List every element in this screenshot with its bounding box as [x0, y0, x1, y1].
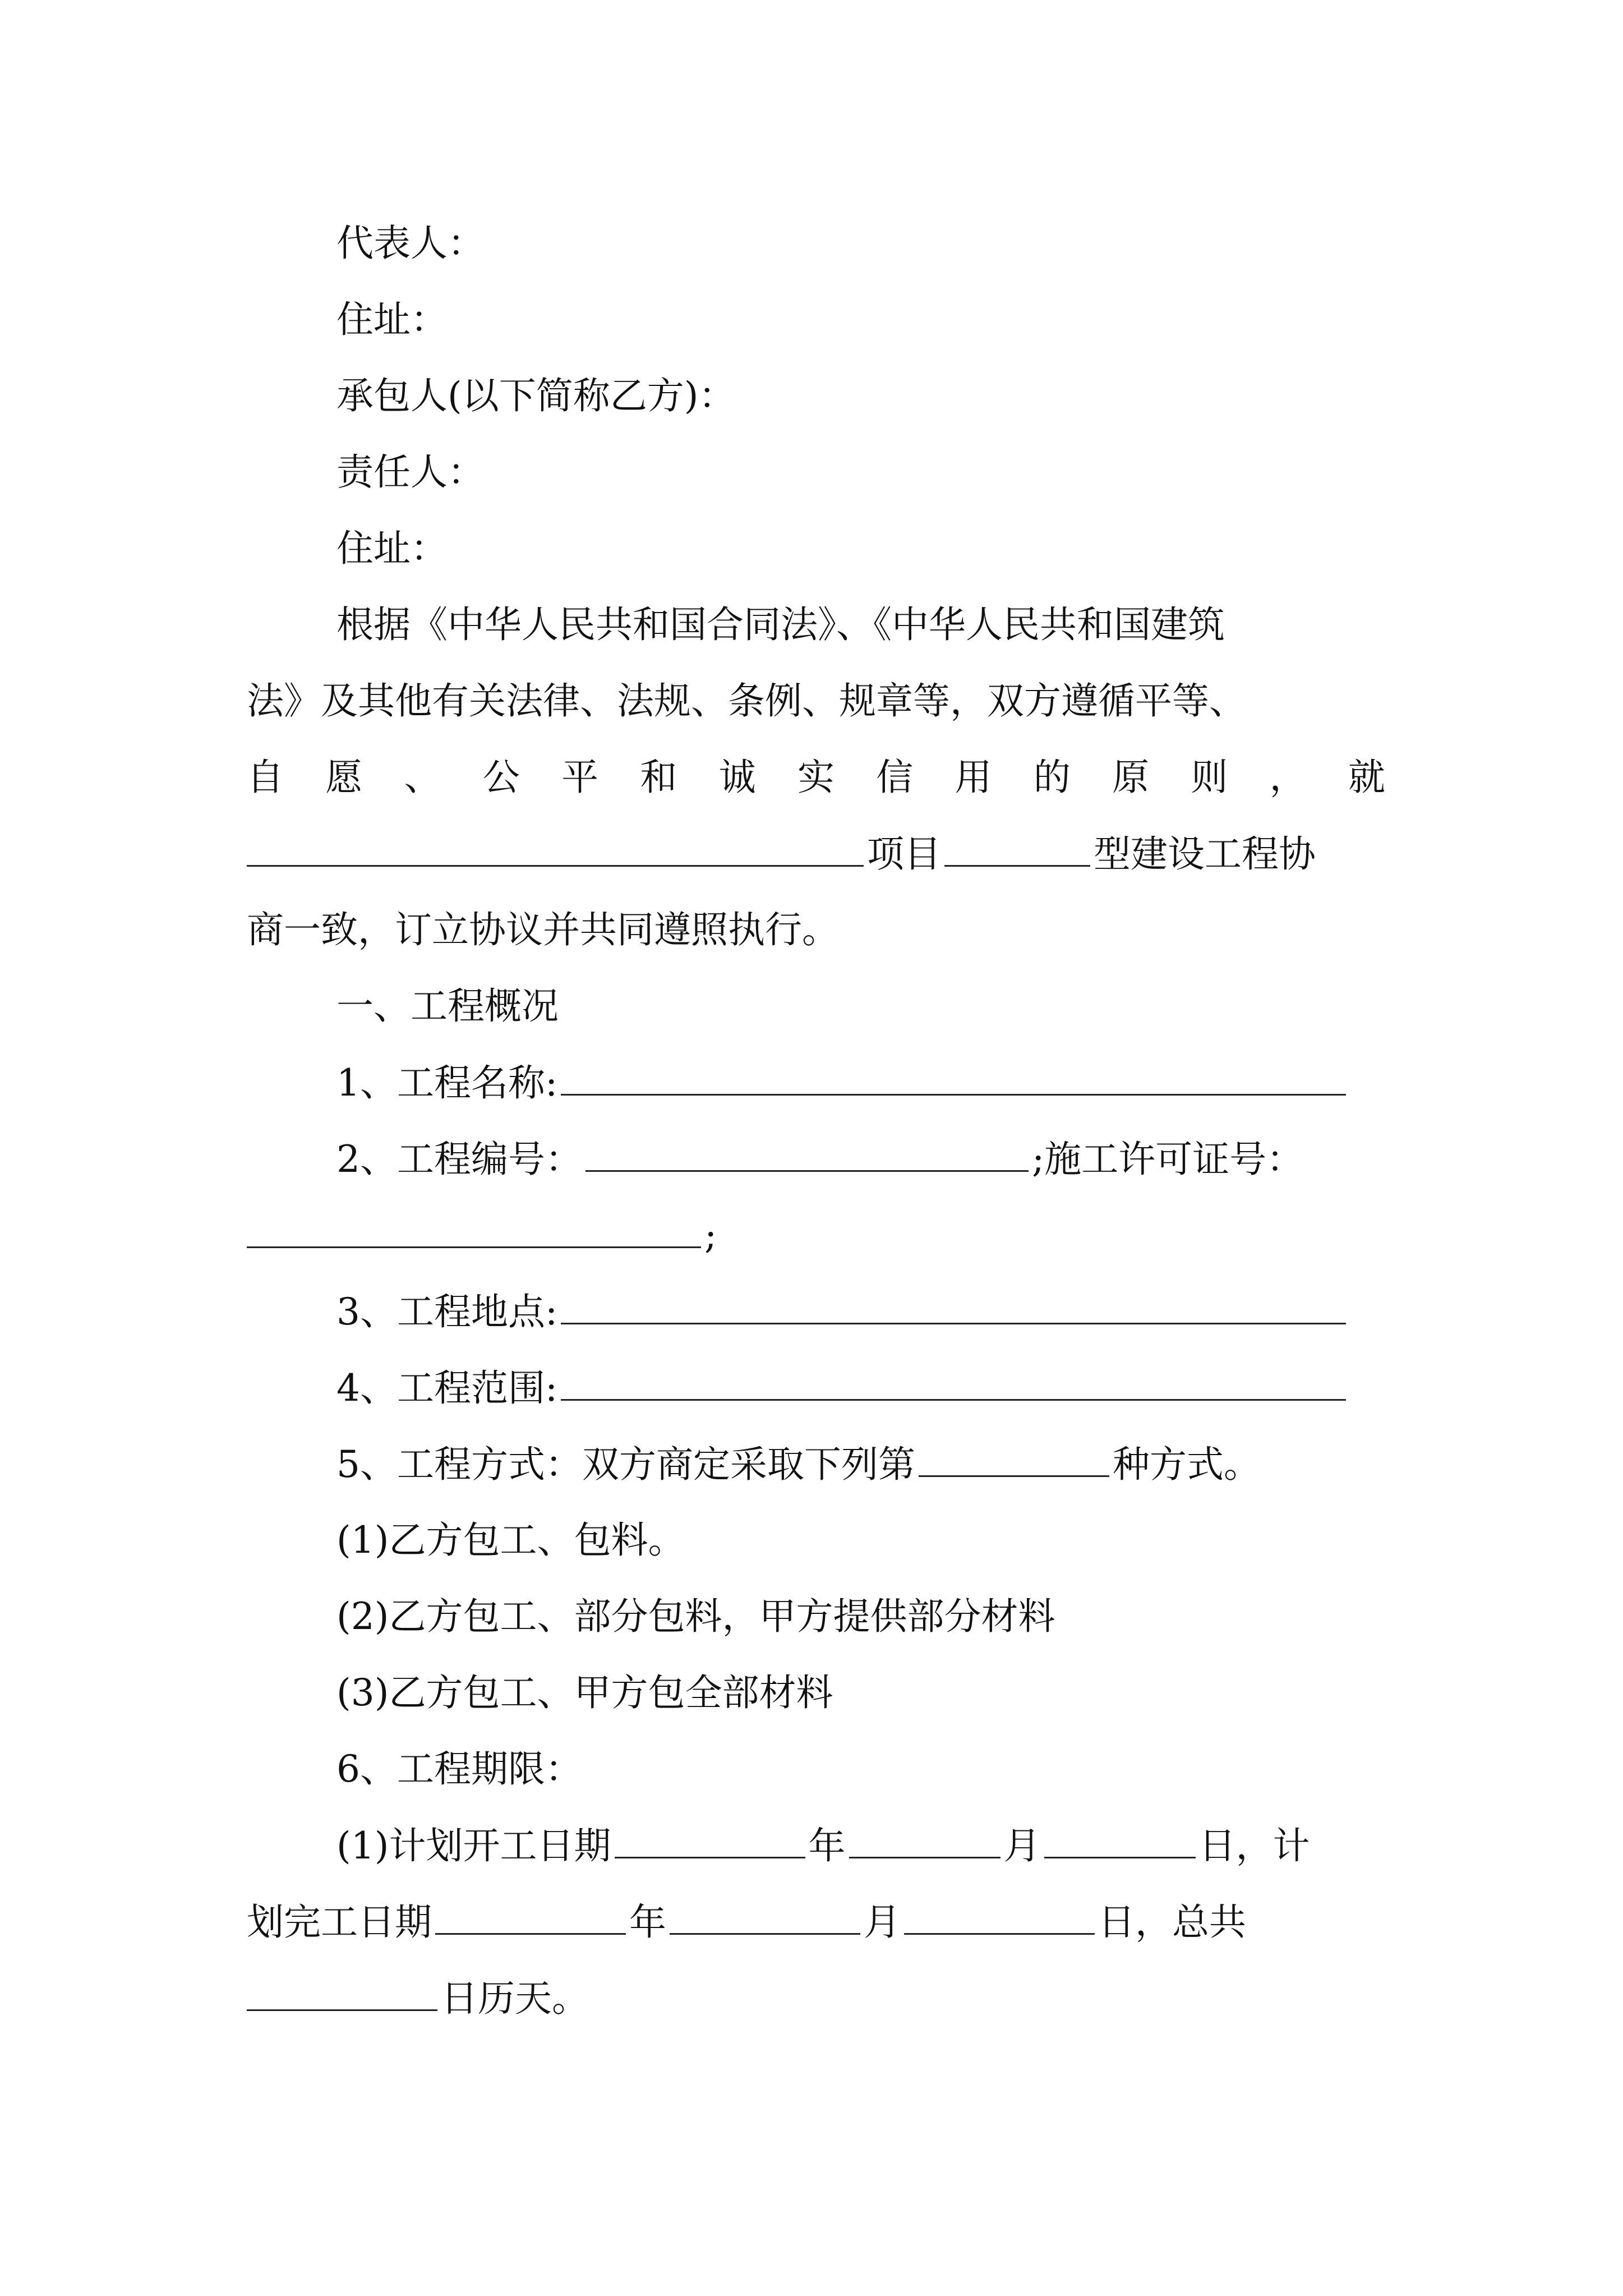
permit-number-line — [247, 1207, 1385, 1263]
preamble-text-5: 商一致，订立协议并共同遵照执行。 — [247, 908, 839, 951]
preamble-char: 、 — [404, 756, 441, 799]
project-name-label: 1、工程名称: — [336, 1061, 558, 1105]
planned-start-label: (1)计划开工日期 — [336, 1824, 611, 1867]
preamble-text-1: 根据《中华人民共和国合同法》、《中华人民共和国建筑 — [336, 603, 1225, 646]
project-scope-label: 4、工程范围: — [336, 1366, 558, 1410]
project-label: 项目 — [867, 832, 941, 876]
preamble-line-5 — [247, 902, 1385, 958]
preamble-line-2 — [247, 673, 1385, 729]
section-heading-text: 一、工程概况 — [336, 984, 559, 1028]
project-name-line — [336, 1055, 1385, 1111]
project-period-label: 6、工程期限： — [336, 1747, 582, 1791]
method-option-1-text: (1)乙方包工、包料。 — [336, 1519, 685, 1562]
method-option-2-text: (2)乙方包工、部分包料，甲方提供部分材料 — [336, 1595, 1055, 1638]
total-days-field[interactable] — [247, 1970, 437, 2011]
representative-label: 代表人： — [336, 222, 485, 265]
project-method-label: 5、工程方式：双方商定采取下列第 — [336, 1443, 915, 1486]
preamble-char: 原 — [1112, 756, 1150, 799]
project-line — [247, 826, 1385, 882]
month-label: 月 — [1003, 1824, 1041, 1867]
year-label: 年 — [629, 1901, 666, 1944]
address-label-2: 住址： — [336, 527, 448, 570]
preamble-line-3 — [247, 749, 1385, 806]
project-name-field[interactable] — [561, 1055, 1346, 1096]
preamble-char: 则 — [1191, 756, 1228, 799]
completion-day-field[interactable] — [904, 1894, 1095, 1935]
project-name-blank[interactable] — [247, 826, 864, 867]
project-type-blank[interactable] — [944, 826, 1090, 867]
month-label: 月 — [864, 1901, 901, 1944]
preamble-char: 愿 — [325, 756, 363, 799]
preamble-char: 和 — [640, 756, 677, 799]
project-location-field[interactable] — [561, 1283, 1346, 1324]
permit-number-label: ;施工许可证号： — [1032, 1138, 1304, 1181]
project-type-label: 型建设工程协 — [1094, 832, 1316, 876]
project-scope-field[interactable] — [561, 1360, 1346, 1401]
preamble-char: ， — [1269, 756, 1307, 799]
preamble-char: 自 — [247, 756, 284, 799]
project-scope-line — [336, 1360, 1385, 1416]
completion-month-field[interactable] — [670, 1894, 860, 1935]
preamble-char: 平 — [561, 756, 599, 799]
project-number-line — [336, 1131, 1385, 1187]
method-option-1 — [336, 1512, 1385, 1568]
day-total-label: 日，总共 — [1098, 1901, 1246, 1944]
address-label-1: 住址： — [336, 298, 448, 341]
total-days-line — [247, 1970, 1385, 2026]
method-option-3-text: (3)乙方包工、甲方包全部材料 — [336, 1671, 833, 1714]
calendar-days-label: 日历天。 — [441, 1977, 589, 2020]
permit-number-field[interactable] — [247, 1207, 701, 1248]
project-number-field[interactable] — [585, 1131, 1029, 1172]
representative-line — [336, 215, 1385, 272]
method-option-2 — [336, 1589, 1385, 1645]
preamble-text-2: 法》及其他有关法律、法规、条例、规章等，双方遵循平等、 — [247, 679, 1246, 723]
planned-completion-line — [247, 1894, 1385, 1950]
project-number-label: 2、工程编号： — [336, 1138, 582, 1181]
start-year-field[interactable] — [615, 1818, 805, 1858]
preamble-char: 用 — [955, 756, 992, 799]
preamble-char: 的 — [1033, 756, 1071, 799]
year-label: 年 — [808, 1824, 846, 1867]
responsible-person-label: 责任人： — [336, 450, 485, 494]
section-heading-project-overview — [336, 978, 1385, 1034]
start-day-field[interactable] — [1044, 1818, 1196, 1858]
preamble-char: 公 — [482, 756, 520, 799]
contractor-label: 承包人(以下简称乙方)： — [336, 374, 736, 417]
permit-number-end: ; — [704, 1214, 717, 1257]
address-line-2 — [336, 521, 1385, 577]
project-period-line — [336, 1741, 1385, 1797]
address-line-1 — [336, 292, 1385, 348]
day-label: 日，计 — [1198, 1824, 1310, 1867]
preamble-char: 信 — [876, 756, 914, 799]
contractor-line — [336, 368, 1385, 424]
start-month-field[interactable] — [849, 1818, 1000, 1858]
planned-start-line — [336, 1818, 1385, 1874]
project-location-label: 3、工程地点: — [336, 1290, 558, 1333]
method-option-3 — [336, 1665, 1385, 1721]
preamble-line-1 — [336, 597, 1385, 653]
preamble-char: 实 — [797, 756, 834, 799]
preamble-char: 就 — [1348, 756, 1385, 799]
project-location-line — [336, 1283, 1385, 1340]
project-method-line — [336, 1436, 1385, 1492]
planned-completion-label: 划完工日期 — [247, 1901, 432, 1944]
project-method-field[interactable] — [919, 1436, 1109, 1477]
completion-year-field[interactable] — [435, 1894, 626, 1935]
project-method-end: 种方式。 — [1113, 1443, 1261, 1486]
preamble-char: 诚 — [718, 756, 756, 799]
responsible-person-line — [336, 444, 1385, 500]
